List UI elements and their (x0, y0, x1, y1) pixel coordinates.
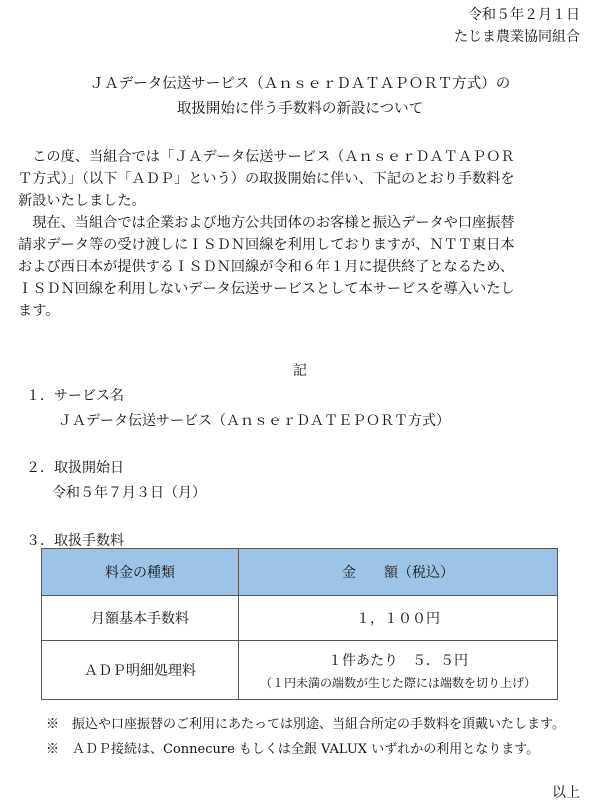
fee-rounding-note: （１円未満の端数が生じた際には端数を切り上げ） (259, 675, 536, 690)
fee-table (41, 548, 558, 700)
service-name-value: ＪＡデータ伝送サービス（ＡｎｓｅｒＤＡＴＥＰＯＲＴ方式） (58, 413, 450, 429)
issue-date: 令和５年２月１日 (468, 7, 580, 23)
body-line: Ｔ方式）」（以下「ＡＤＰ」という）の取扱開始に伴い、下記のとおり手数料を (18, 171, 515, 187)
document-title-line-2: 取扱開始に伴う手数料の新設について (176, 101, 424, 117)
body-line: ます。 (18, 303, 60, 319)
start-date-value: 令和５年７月３日（月） (52, 485, 206, 501)
body-line: ＩＳＤＮ回線を利用しないデータ伝送サービスとして本サービスを導入いたし (18, 281, 515, 297)
section-heading-service-name: １．サービス名 (26, 388, 124, 404)
fee-type-cell: 月額基本手数料 (42, 596, 239, 641)
header-amount: 金 額（税込） (239, 549, 558, 596)
body-paragraphs (18, 146, 515, 322)
section-heading-fees: ３．取扱手数料 (26, 533, 124, 549)
section-heading-start-date: ２．取扱開始日 (26, 460, 124, 476)
closing-mark: 以上 (552, 785, 580, 801)
table-row (42, 641, 558, 700)
fee-amount-cell: １，１００円 (239, 596, 558, 641)
fee-amount-text: １件あたり ５．５円 (328, 652, 468, 669)
body-line: 新設いたしました。 (18, 193, 146, 209)
body-line: および西日本が提供するＩＳＤＮ回線が令和６年１月に提供終了となるため、 (18, 259, 514, 275)
body-line: 現在、当組合では企業および地方公共団体のお客様と振込データや口座振替 (18, 215, 515, 231)
header-fee-type: 料金の種類 (42, 549, 239, 596)
footnote-transfer-fee: ※ 振込や口座振替のご利用にあたっては別途、当組合所定の手数料を頂戴いたします。 (46, 717, 565, 732)
fee-table-header-row (42, 549, 558, 596)
footnote-adp-connection: ※ ＡＤＰ接続は、Connecure もしくは全銀 VALUX いずれかの利用となります。 (46, 742, 540, 757)
document-title-line-1: ＪＡデータ伝送サービス（ＡｎｓｅｒＤＡＴＡＰＯＲＴ方式）の (89, 76, 511, 92)
ki-marker: 記 (293, 363, 307, 379)
fee-amount-cell (239, 641, 558, 700)
body-line: この度、当組合では「ＪＡデータ伝送サービス（ＡｎｓｅｒＤＡＴＡＰＯＲ (18, 149, 515, 165)
fee-type-cell: ＡＤＰ明細処理料 (42, 641, 239, 700)
table-row (42, 596, 558, 641)
body-line: 請求データ等の受け渡しにＩＳＤＮ回線を利用しておりますが、ＮＴＴ東日本 (18, 237, 515, 253)
organization-name: たじま農業協同組合 (454, 29, 580, 45)
